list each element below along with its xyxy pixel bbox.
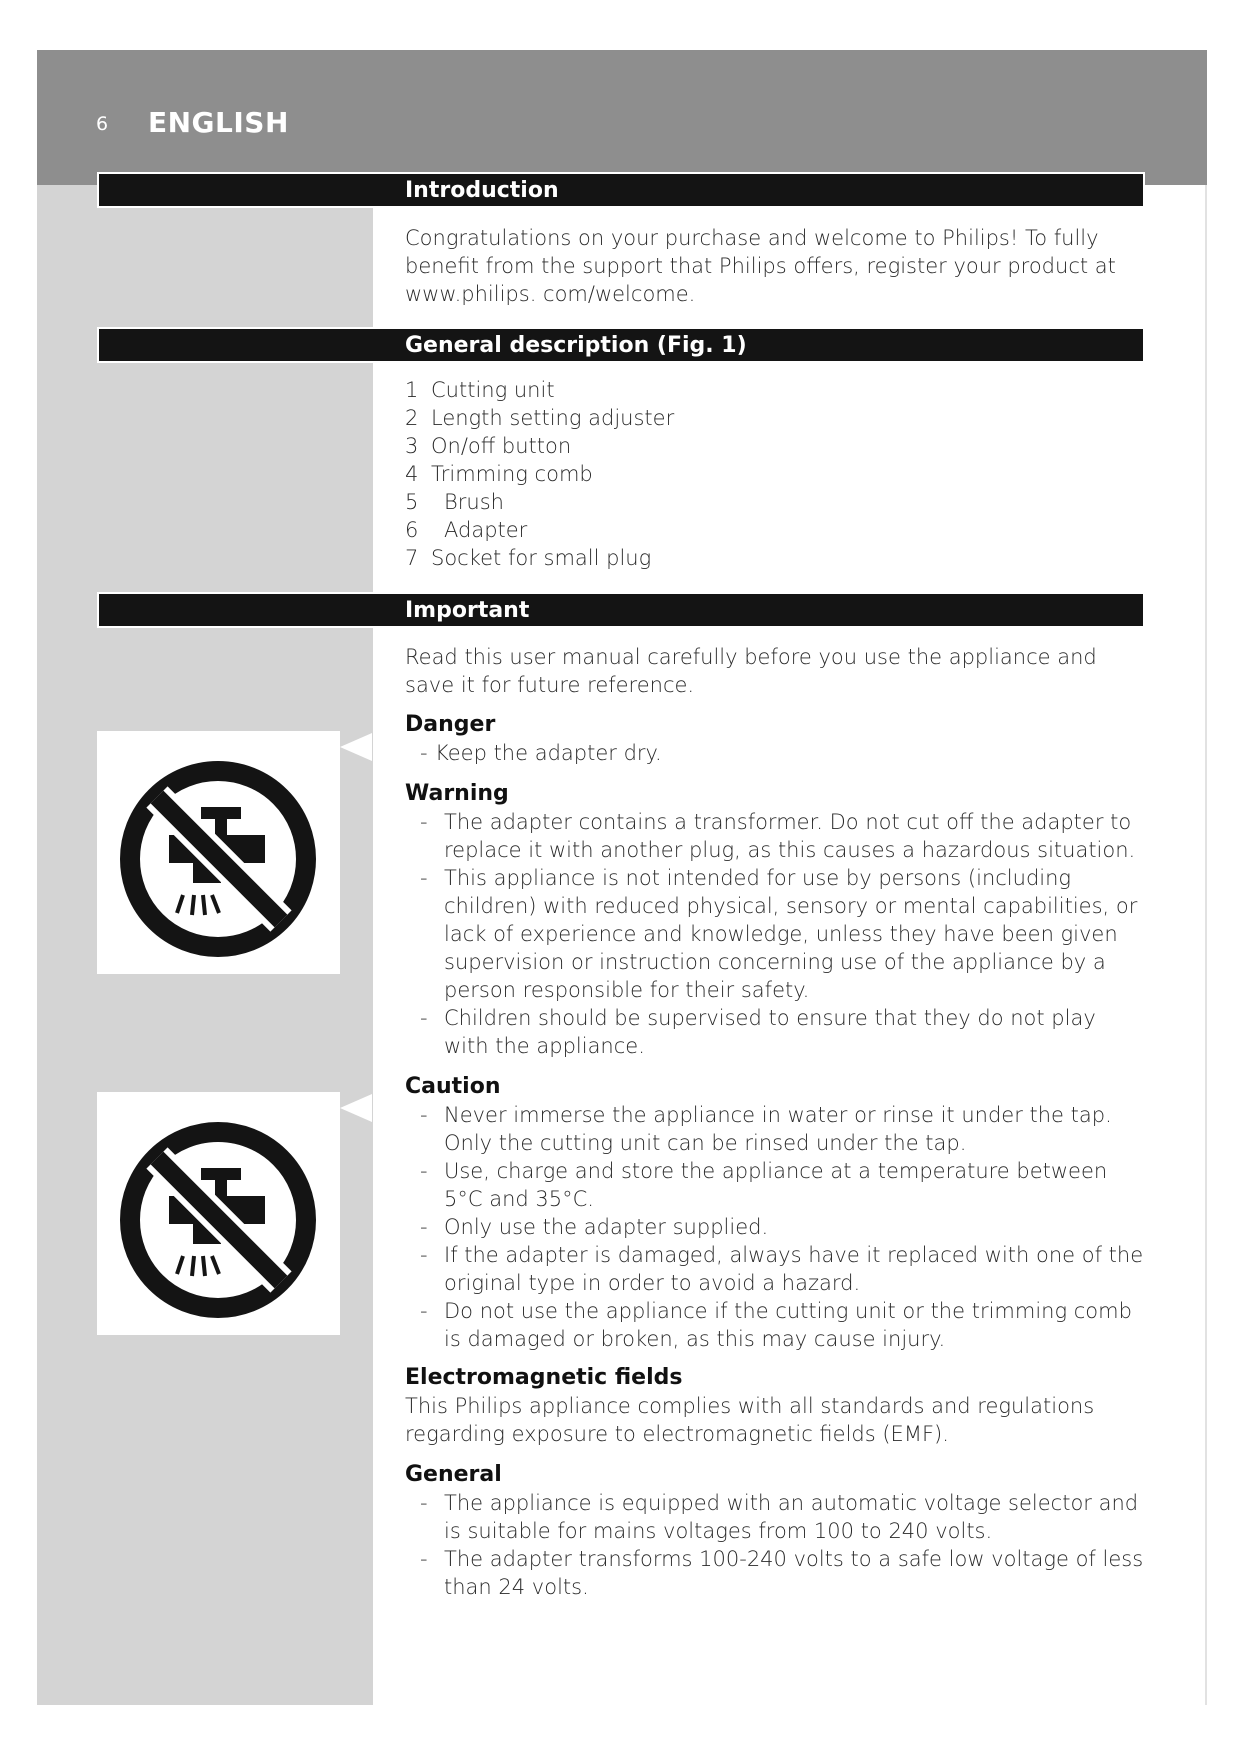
list-item: - Use, charge and store the appliance at a temperature between 5°C and 35°C. (420, 1159, 1108, 1211)
list-item: 7 Socket for small plug (405, 546, 652, 570)
danger-list (405, 739, 1145, 767)
list-item: 6 Adapter (405, 518, 528, 542)
section-title: Important (405, 598, 530, 623)
section-header-general-description (97, 327, 1145, 363)
page-number: 6 (96, 113, 109, 135)
parts-list (405, 376, 1145, 572)
list-item: - If the adapter is damaged, always have it replaced with one of the original type in order to avoid a hazard. (420, 1243, 1144, 1295)
list-item: - Only use the adapter supplied. (420, 1215, 769, 1239)
no-water-tap-icon (97, 1092, 340, 1335)
callout-notch (340, 1094, 372, 1122)
list-item: 4 Trimming comb (405, 462, 593, 486)
warning-heading: Warning (405, 781, 509, 806)
icon-panel (97, 1092, 340, 1335)
important-intro: Read this user manual carefully before you use the appliance and save it for future reference. (405, 645, 1097, 697)
section-title: Introduction (405, 178, 559, 203)
list-item: - Never immerse the appliance in water or rinse it under the tap. Only the cutting unit can be rinsed under the tap. (420, 1103, 1112, 1155)
general-list (405, 1489, 1145, 1601)
list-item: - The appliance is equipped with an automatic voltage selector and is suitable for mains voltages from 100 to 240 volts. (420, 1491, 1139, 1543)
list-item: - Children should be supervised to ensure that they do not play with the appliance. (420, 1006, 1096, 1058)
icon-panel (97, 731, 340, 974)
danger-heading: Danger (405, 712, 496, 737)
right-edge-rule (1205, 185, 1207, 1705)
list-item: - Do not use the appliance if the cutting unit or the trimming comb is damaged or broken, as this may cause injury. (420, 1299, 1132, 1351)
section-header-introduction (97, 172, 1145, 208)
section-header-important (97, 592, 1145, 628)
introduction-text: Congratulations on your purchase and welcome to Philips! To fully benefit from the support that Philips offers, register your product at www.philips. com/welcome. (405, 226, 1116, 306)
warning-list (405, 808, 1145, 1060)
emf-text: This Philips appliance complies with all standards and regulations regarding exposure to electromagnetic fields (EMF). (405, 1394, 1095, 1446)
list-item: 5 Brush (405, 490, 504, 514)
list-item: - Keep the adapter dry. (420, 741, 662, 765)
list-item: - The adapter transforms 100-240 volts to a safe low voltage of less than 24 volts. (420, 1547, 1144, 1599)
caution-list (405, 1101, 1145, 1353)
list-item: - The adapter contains a transformer. Do not cut off the adapter to replace it with another plug, as this causes a hazardous situation. (420, 810, 1136, 862)
no-water-tap-icon (97, 731, 340, 974)
emf-heading: Electromagnetic fields (405, 1365, 683, 1390)
list-item: - This appliance is not intended for use by persons (including children) with reduced physical, sensory or mental capabilities, or lack of experience and knowledge, unless they have been given supervision or instruction concerning use of the appliance by a person responsible for their safety. (420, 866, 1138, 1002)
language-title: ENGLISH (148, 106, 289, 139)
list-item: 1 Cutting unit (405, 378, 555, 402)
list-item: 2 Length setting adjuster (405, 406, 675, 430)
caution-heading: Caution (405, 1074, 501, 1099)
list-item: 3 On/off button (405, 434, 572, 458)
general-heading: General (405, 1462, 502, 1487)
section-title: General description (Fig. 1) (405, 333, 747, 358)
callout-notch (340, 733, 372, 761)
